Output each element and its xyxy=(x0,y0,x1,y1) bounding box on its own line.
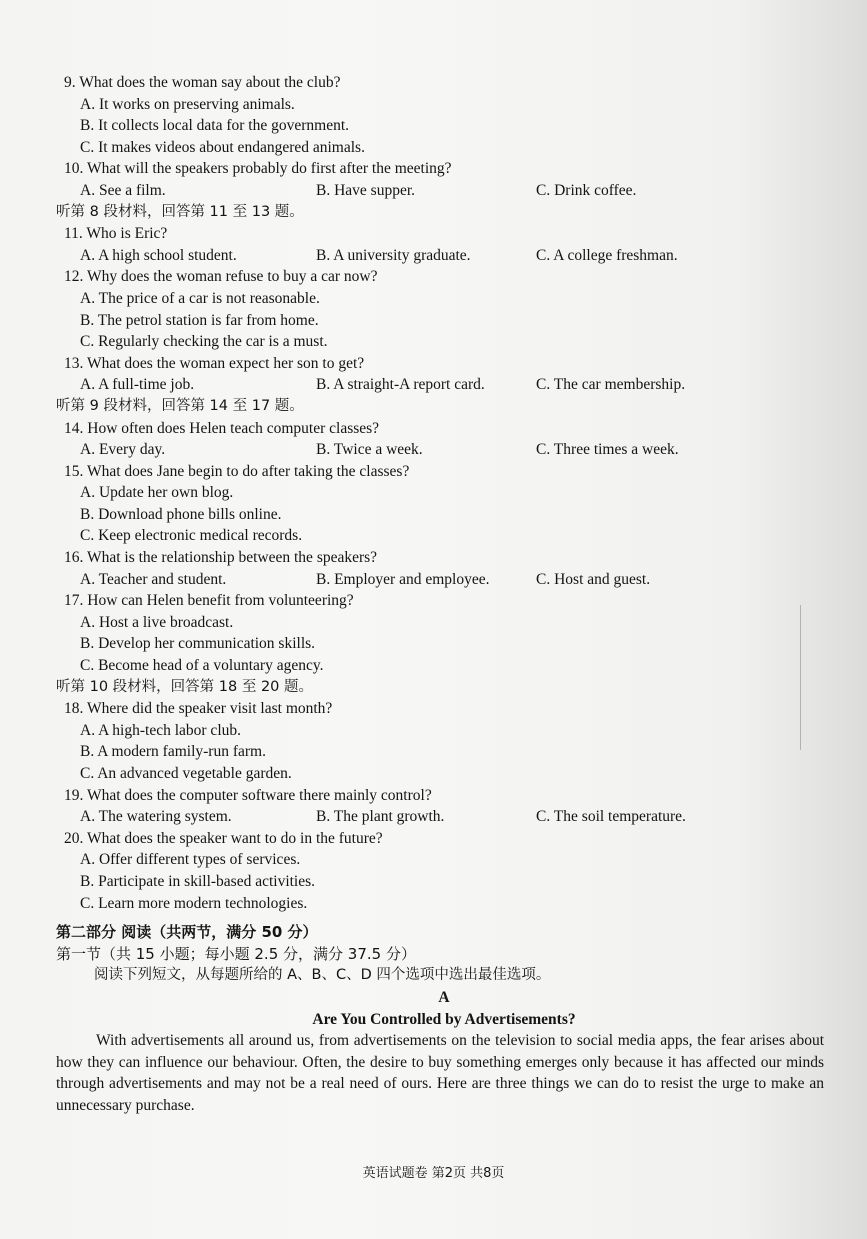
option-b: B. A university graduate. xyxy=(316,246,471,264)
question-13 xyxy=(64,353,824,396)
option-a: A. See a film. xyxy=(80,181,166,199)
options-row xyxy=(64,439,824,461)
option-c: C. Regularly checking the car is a must. xyxy=(80,333,328,351)
question-stem: 12. Why does the woman refuse to buy a car now? xyxy=(64,268,378,286)
options-row xyxy=(64,569,824,591)
option-c: C. Learn more modern technologies. xyxy=(80,894,308,912)
question-17 xyxy=(64,590,824,676)
option-a: A. The price of a car is not reasonable. xyxy=(80,289,320,307)
option-c: C. A college freshman. xyxy=(536,246,678,264)
options-row xyxy=(64,806,824,828)
option-b: B. A straight-A report card. xyxy=(316,376,485,394)
question-10 xyxy=(64,158,824,201)
option-b: B. Twice a week. xyxy=(316,441,423,459)
question-18 xyxy=(64,698,824,784)
question-11 xyxy=(64,223,824,266)
question-20 xyxy=(64,828,824,914)
option-c: C. The car membership. xyxy=(536,376,686,394)
option-c: C. Keep electronic medical records. xyxy=(80,527,303,545)
section-1-heading: 第一节（共 15 小题；每小题 2.5 分，满分 37.5 分） xyxy=(56,944,416,963)
question-19 xyxy=(64,785,824,828)
option-a: A. Teacher and student. xyxy=(80,570,227,588)
option-c: C. Become head of a voluntary agency. xyxy=(80,657,324,675)
reading-instruction: 阅读下列短文，从每题所给的 A、B、C、D 四个选项中选出最佳选项。 xyxy=(94,967,551,984)
question-16 xyxy=(64,547,824,590)
question-9 xyxy=(64,72,824,158)
option-b: B. Develop her communication skills. xyxy=(80,635,316,653)
question-stem: 19. What does the computer software there mainly control? xyxy=(64,786,432,804)
option-a: A. Update her own blog. xyxy=(80,484,234,502)
segment-9-heading: 听第 9 段材料，回答第 14 至 17 题。 xyxy=(56,397,304,414)
question-stem: 9. What does the woman say about the club? xyxy=(64,74,341,91)
option-a: A. A high-tech labor club. xyxy=(80,721,241,739)
passage-title: Are You Controlled by Advertisements? xyxy=(312,1010,576,1028)
option-b: B. The plant growth. xyxy=(316,808,445,826)
page-footer: 英语试题卷 第2页 共8页 xyxy=(362,1166,505,1181)
option-c: C. An advanced vegetable garden. xyxy=(80,765,292,782)
question-stem: 16. What is the relationship between the speakers? xyxy=(64,549,378,567)
question-stem: 17. How can Helen benefit from volunteering? xyxy=(64,592,354,610)
option-b: B. The petrol station is far from home. xyxy=(80,311,319,329)
question-15 xyxy=(64,461,824,547)
option-a: A. Host a live broadcast. xyxy=(80,613,234,631)
option-b: B. Have supper. xyxy=(316,181,416,199)
segment-10-heading: 听第 10 段材料，回答第 18 至 20 题。 xyxy=(56,678,314,695)
part-2-heading: 第二部分 阅读（共两节，满分 50 分） xyxy=(56,923,318,942)
question-stem: 20. What does the speaker want to do in the future? xyxy=(64,829,383,847)
option-a: A. The watering system. xyxy=(80,808,232,826)
option-a: A. A high school student. xyxy=(80,246,237,264)
option-a: A. Every day. xyxy=(80,441,166,459)
page-content xyxy=(56,72,824,1117)
option-a: A. It works on preserving animals. xyxy=(80,95,295,113)
question-stem: 11. Who is Eric? xyxy=(64,225,168,243)
option-c: C. Three times a week. xyxy=(536,441,679,459)
question-stem: 15. What does Jane begin to do after taking the classes? xyxy=(64,462,410,480)
segment-8-heading: 听第 8 段材料，回答第 11 至 13 题。 xyxy=(56,203,304,220)
option-b: B. Download phone bills online. xyxy=(80,505,282,523)
passage-paragraph: With advertisements all around us, from advertisements on the television to social media apps, the fear arises about how they can influence our behaviour. Often, the desire to buy something emerges only because it has affected our minds through advertisements and may not be a real need of ours. Here are three things we can do to resist the urge to make an unnecessary purchase. xyxy=(56,1032,824,1114)
options-row xyxy=(64,180,824,202)
question-stem: 10. What will the speakers probably do first after the meeting? xyxy=(64,160,452,178)
option-a: A. Offer different types of services. xyxy=(80,851,301,869)
option-b: B. It collects local data for the government. xyxy=(80,117,350,135)
option-b: B. Employer and employee. xyxy=(316,570,490,588)
option-c: C. The soil temperature. xyxy=(536,808,686,826)
option-c: C. It makes videos about endangered animals. xyxy=(80,138,365,156)
question-stem: 14. How often does Helen teach computer classes? xyxy=(64,419,380,437)
option-b: B. Participate in skill-based activities. xyxy=(80,872,316,890)
option-c: C. Drink coffee. xyxy=(536,181,637,199)
options-row xyxy=(64,245,824,267)
passage-letter: A xyxy=(438,988,450,1006)
question-stem: 13. What does the woman expect her son to get? xyxy=(64,354,365,372)
options-row xyxy=(64,374,824,396)
question-14 xyxy=(64,418,824,461)
question-12 xyxy=(64,266,824,352)
question-stem: 18. Where did the speaker visit last month? xyxy=(64,700,333,718)
option-c: C. Host and guest. xyxy=(536,570,651,588)
option-b: B. A modern family-run farm. xyxy=(80,743,266,761)
option-a: A. A full-time job. xyxy=(80,376,195,394)
